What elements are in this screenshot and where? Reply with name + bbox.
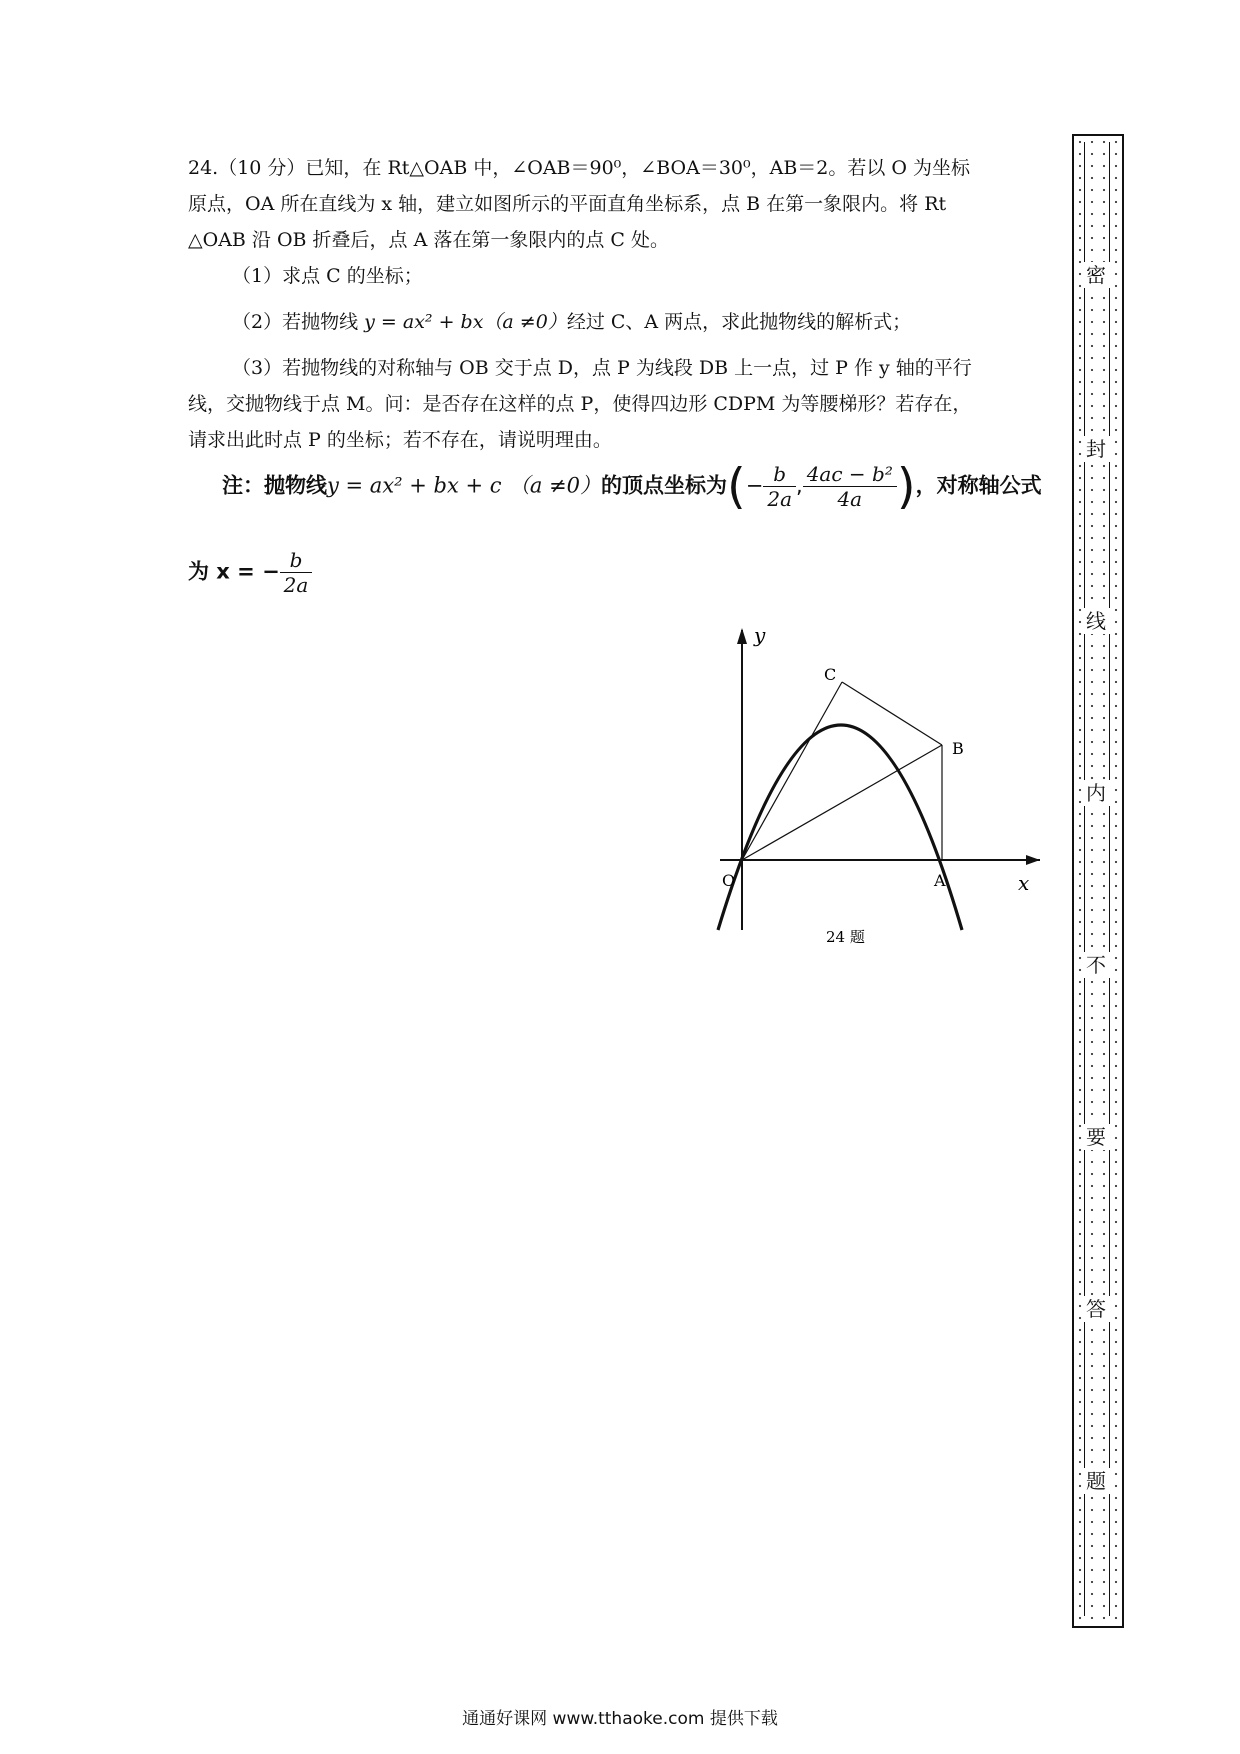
segment-OC [742, 682, 842, 860]
vertex-y-denominator: 4a [837, 487, 863, 511]
question-2 [188, 304, 1058, 340]
seal-char-4: 内 [1082, 780, 1110, 806]
question-2-suffix: 经过 C、A 两点，求此抛物线的解析式； [566, 311, 912, 333]
seal-char-3: 线 [1082, 608, 1110, 634]
note-prefix: 注：抛物线 [222, 473, 327, 498]
question-1: （1）求点 C 的坐标； [232, 265, 423, 287]
problem-line-1: 24.（10 分）已知，在 Rt△OAB 中，∠OAB＝90⁰，∠BOA＝30⁰，AB＝2。若以 O 为坐标 [188, 157, 971, 179]
note-condition: （a ≠0） [508, 473, 602, 498]
axis-fraction [280, 548, 313, 597]
question-3-line-3: 请求出此时点 P 的坐标；若不存在，请说明理由。 [188, 429, 612, 451]
seal-char-1: 密 [1082, 262, 1110, 288]
seal-char-5: 不 [1082, 952, 1110, 978]
vertex-x-fraction [763, 462, 796, 511]
vertex-x-denominator: 2a [767, 487, 793, 511]
question-3-line-1: （3）若抛物线的对称轴与 OB 交于点 D，点 P 为线段 DB 上一点，过 P 作 y 轴的平行 [232, 357, 972, 379]
seal-char-6: 要 [1082, 1124, 1110, 1150]
question-3-line-2: 线，交抛物线于点 M。问：是否存在这样的点 P，使得四边形 CDPM 为等腰梯形？若存在， [188, 393, 972, 415]
seal-char-2: 封 [1082, 436, 1110, 462]
footer-credit: 通通好课网 www.tthaoke.com 提供下载 [462, 1709, 778, 1729]
label-y: y [754, 623, 766, 647]
vertex-y-fraction [803, 462, 897, 511]
note-suffix: ，对称轴公式 [915, 473, 1042, 498]
y-axis-arrow [737, 628, 747, 644]
vertex-x-sign: − [745, 473, 764, 498]
problem-line-3: △OAB 沿 OB 折叠后，点 A 落在第一象限内的点 C 处。 [188, 229, 669, 251]
note-formula: y = ax² + bx + c [327, 473, 502, 498]
question-2-condition: （a ≠0） [483, 311, 567, 333]
seal-strip-inner [1084, 142, 1110, 1616]
left-paren: ( [727, 458, 746, 515]
right-paren: ) [896, 458, 916, 515]
axis-numerator: b [280, 548, 313, 573]
note-mid: 的顶点坐标为 [601, 473, 728, 498]
x-axis-arrow [1026, 855, 1040, 865]
seal-char-8: 题 [1082, 1468, 1110, 1494]
seal-char-7: 答 [1082, 1296, 1110, 1322]
axis-denominator: 2a [283, 573, 309, 597]
geometry-figure [700, 620, 1060, 950]
parabola [718, 725, 962, 930]
segment-CB [842, 682, 942, 745]
vertex-note: 注：抛物线y = ax² + bx + c （a ≠0）的顶点坐标为(− $\frac{b}{2a}$ , $\frac{\text{4ac − b²}}{4a}$ )，对称轴公式 [222, 458, 1042, 515]
axis-formula-prefix: 为 x = − [188, 559, 280, 584]
problem-line-2: 原点，OA 所在直线为 x 轴，建立如图所示的平面直角坐标系，点 B 在第一象限内。将 Rt [188, 193, 947, 215]
figure-caption: 24 题 [826, 928, 865, 946]
label-C: C [824, 665, 837, 684]
label-x: x [1018, 871, 1030, 895]
axis-formula [188, 548, 312, 597]
label-B: B [952, 739, 964, 758]
question-2-prefix: （2）若抛物线 [232, 311, 365, 333]
vertex-x-numerator: b [763, 462, 796, 487]
label-A: A [934, 871, 946, 890]
question-2-formula: y = ax² + bx [364, 311, 484, 333]
label-O: O [722, 871, 736, 890]
vertex-y-numerator: 4ac − b² [803, 462, 897, 487]
segment-OB [742, 745, 942, 860]
problem-text [188, 150, 1058, 458]
